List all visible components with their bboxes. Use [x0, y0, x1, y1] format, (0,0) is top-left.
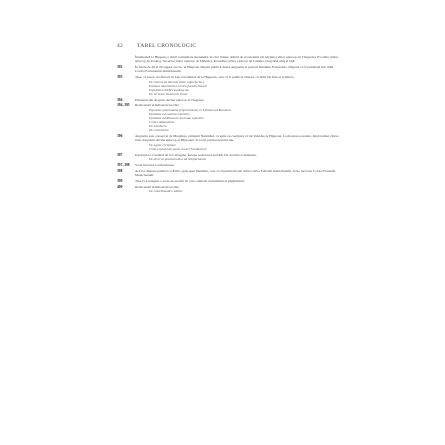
- entry-text: Scrie lucrarea Confessiones.: [135, 163, 175, 168]
- entry-year: 392: [117, 64, 123, 69]
- entry-text: În zilele de 28 și 29 august are loc la Hippona disputa publică dintre Augustin și preotul maniheu Fortunatus. Disputa va fi publicată sub titlul Contra Fortunatum manichaeum.: [135, 64, 334, 74]
- entry-text: Are loc disputa publică cu Felix, episcopul maniheu, care va fi publicată sub titlul Contra Felicem manichaeum. Scrie lucrarea Contra Faustum Manichaeum.: [135, 168, 336, 178]
- chronology-entry: [117, 153, 339, 162]
- chronology-entry: [117, 98, 339, 102]
- work-title: Expositio quarumdam propositionum ex Epistula ad Romanos: [149, 107, 231, 112]
- works-list: [135, 189, 339, 193]
- work-title: De diversis quaestionibus ad Simplicianum: [149, 157, 207, 162]
- entry-text: Participă la conciliul de la Cartagina. Începe redactarea lucrării De doctrina Christiana.: [135, 152, 257, 157]
- chronology-entry: [117, 75, 339, 96]
- entry-text: Augustin este consacrat de Megalius, primatul Numidiei, ca episcop coadjutor al lui Valerius la Hippona. La moartea acestuia, după numai câteva luni, Augustin devine episcop al Hipponei, în locul predecesorului său.: [135, 133, 339, 143]
- work-title: De sermone Domini in monte: [149, 91, 188, 96]
- work-title: De catechizandis rudibus: [149, 189, 183, 194]
- entry-body: [135, 65, 339, 74]
- entry-body: [135, 179, 339, 183]
- entry-year: 393: [117, 74, 123, 79]
- chronology-entry: [117, 55, 339, 64]
- entry-body: [135, 103, 339, 132]
- entry-year: 397: [117, 152, 123, 157]
- chronology-entry: [117, 103, 339, 132]
- entry-body: [135, 163, 339, 167]
- chronology-entry: [117, 169, 339, 178]
- work-title: Psalmus abecedarius contra partem Donati: [149, 83, 207, 88]
- running-title: TABEL CRONOLOGIC: [137, 43, 197, 49]
- entry-text: Întemeiază la Hippona o mică comunitate monahală, în care trăiesc alături de el prietenii săi Alypius (viitor episcop de Thagaste), Evodius (viitor episcop de Uzalis), Severus (viitor episcop de Milevis), Possidius (viitor episcop de Calama, biograful său) și alții.: [135, 55, 339, 64]
- entry-year: 394–395: [117, 103, 130, 108]
- work-title: Contra epistulam quam vocant Fundamenti: [149, 146, 207, 151]
- entry-year: 394: [117, 97, 123, 102]
- chronology-list: [117, 55, 339, 195]
- entry-year: 399: [117, 178, 123, 183]
- entry-body: [135, 75, 339, 96]
- work-title: De continentia: [149, 127, 169, 132]
- entry-year: 400: [117, 184, 123, 189]
- entry-body: [135, 98, 339, 102]
- entry-year: 398: [117, 168, 123, 173]
- entry-body: [135, 169, 339, 178]
- works-list: [135, 143, 339, 151]
- work-title: De Genesi ad litteram (liber imperfectus): [149, 79, 204, 84]
- work-title: De agone christiano: [149, 142, 176, 147]
- page-header: [117, 43, 196, 49]
- chronology-entry: [117, 65, 339, 74]
- chronology-entry: [117, 134, 339, 151]
- chronology-entry: [117, 179, 339, 183]
- chronology-entry: [117, 163, 339, 167]
- entry-body: [135, 134, 339, 151]
- work-title: Epistulae ad Romanos inchoata expositio: [149, 115, 204, 120]
- work-title: Contra Adimantum: [149, 119, 175, 124]
- entry-body: [135, 185, 339, 194]
- works-list: [135, 108, 339, 132]
- work-title: De mendacio: [149, 123, 167, 128]
- entry-body: [135, 55, 339, 64]
- works-list: [135, 157, 339, 161]
- work-title: Epistulae ad Galatas expositio: [149, 111, 190, 116]
- works-list: [135, 80, 339, 96]
- entry-text: Ține, ca preot, un discurs în fața conciliului de la Hippona, care va fi publicat ulterior cu titlul De fide et symbolo.: [135, 74, 295, 79]
- work-title: Expositio LXXXIV psalmorum: [149, 87, 189, 92]
- chronology-entry: [117, 185, 339, 194]
- entry-text: Redactează următoarele lucrări:: [135, 103, 180, 108]
- entry-year: 396: [117, 133, 123, 138]
- entry-year: 397–398: [117, 163, 130, 168]
- entry-text: Ține la Cartagina o serie de predici în care combate donatismul și păgânismul.: [135, 178, 245, 183]
- page-number: 42: [117, 43, 124, 49]
- entry-text: Redactează următoarele lucrări:: [135, 184, 180, 189]
- entry-body: [135, 153, 339, 162]
- entry-text: Prietenul său Alypius devine episcop la Thagaste.: [135, 97, 205, 102]
